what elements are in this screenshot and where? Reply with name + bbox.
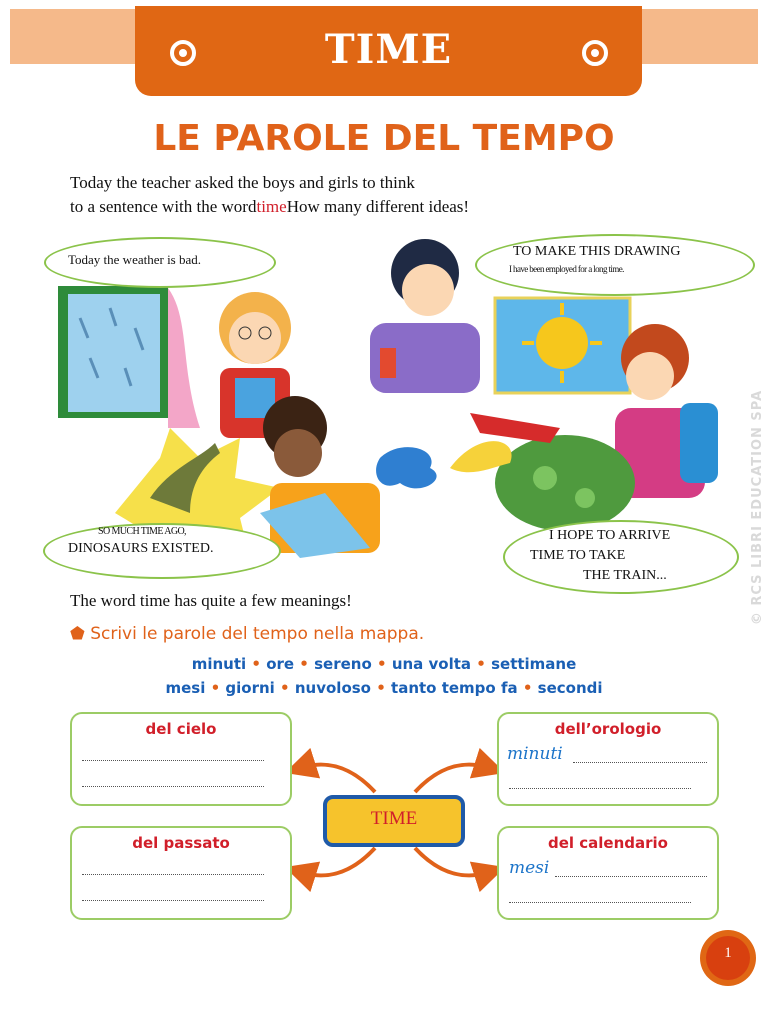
word-chip: una volta — [391, 655, 472, 673]
word-chip: tanto tempo fa — [391, 679, 518, 697]
instruction — [70, 624, 424, 644]
lesson-heading: LE PAROLE DEL TEMPO — [153, 118, 615, 159]
green-bag-icon — [450, 413, 635, 531]
answer-line[interactable] — [82, 760, 264, 761]
paint-splash-icon — [376, 447, 437, 488]
bubble-train-line-1: I HOPE TO ARRIVE — [549, 528, 671, 543]
box-calendar — [497, 826, 719, 920]
box-clock-title: dell’orologio — [554, 720, 662, 738]
instruction-text: Scrivi le parole del tempo nella mappa. — [90, 624, 425, 644]
copyright-watermark: © RCS LIBRI EDUCATION SPA — [750, 389, 766, 626]
box-clock-example: minuti — [507, 744, 563, 764]
intro-highlight-word: time — [256, 197, 287, 216]
bubble-drawing-sub: I have been employed for a long time. — [509, 264, 624, 274]
page-number: 1 — [724, 945, 732, 961]
map-center — [323, 795, 465, 847]
bubble-dinosaurs-text: DINOSAURS EXISTED. — [68, 541, 214, 556]
sun-drawing-icon — [495, 298, 630, 393]
box-sky — [70, 712, 292, 806]
intro-text-after: How many different ideas! — [286, 197, 470, 216]
word-chip: mesi — [165, 679, 206, 697]
box-sky-title: del cielo — [145, 720, 217, 738]
bubble-dinosaurs-small: SO MUCH TIME AGO, — [98, 526, 186, 537]
intro-line-2 — [70, 197, 469, 217]
intro-text-before: to a sentence with the word — [70, 197, 257, 216]
word-chip: nuvoloso — [294, 679, 371, 697]
answer-line[interactable] — [509, 788, 691, 789]
bubble-train-line-2: TIME TO TAKE — [530, 548, 626, 563]
box-past-title: del passato — [132, 834, 230, 852]
word-bank-row-1: minuti • ore • sereno • una volta • settimane — [191, 655, 577, 673]
bubble-drawing-title: TO MAKE THIS DRAWING — [513, 244, 681, 259]
box-clock — [497, 712, 719, 806]
word-bank-row-2: mesi • giorni • nuvoloso • tanto tempo fa • secondi — [165, 679, 603, 697]
word-chip: settimane — [491, 655, 577, 673]
boy-crayons-figure — [370, 239, 480, 393]
word-chip: giorni — [225, 679, 275, 697]
dinosaur-starburst — [115, 428, 280, 538]
box-calendar-title: del calendario — [548, 834, 668, 852]
box-calendar-example: mesi — [509, 858, 550, 878]
meanings-text: The word time has quite a few meanings! — [70, 591, 352, 610]
pentagon-bullet-icon: ⬟ — [70, 624, 85, 644]
page-title: TIME — [324, 26, 453, 73]
bubble-train-line-3: THE TRAIN... — [583, 568, 667, 583]
intro-line-1: Today the teacher asked the boys and girls to think — [70, 173, 415, 192]
word-chip: secondi — [537, 679, 603, 697]
word-chip: ore — [266, 655, 295, 673]
word-chip: minuti — [191, 655, 247, 673]
box-past — [70, 826, 292, 920]
word-chip: sereno — [314, 655, 372, 673]
answer-line[interactable] — [82, 786, 264, 787]
answer-line[interactable] — [555, 876, 707, 877]
answer-line[interactable] — [509, 902, 691, 903]
map-center-label: TIME — [370, 808, 418, 829]
answer-line[interactable] — [573, 762, 707, 763]
bubble-weather-text: Today the weather is bad. — [68, 252, 202, 267]
answer-line[interactable] — [82, 900, 264, 901]
answer-line[interactable] — [82, 874, 264, 875]
boy-reading-figure — [260, 396, 380, 558]
rainy-window-icon — [58, 286, 200, 428]
